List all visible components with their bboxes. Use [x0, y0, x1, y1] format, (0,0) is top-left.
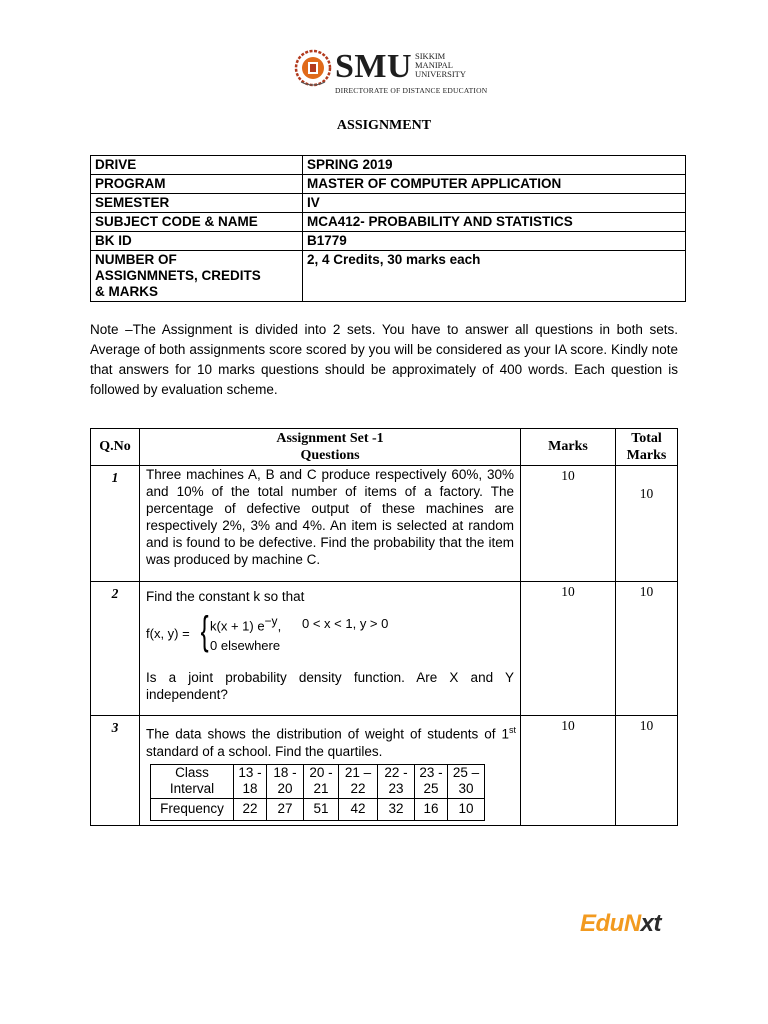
questions-header-row — [91, 429, 678, 466]
question-text — [140, 582, 521, 716]
class-interval-cell: 21 – 22 — [339, 764, 378, 798]
formula-case-2: 0 elsewhere — [210, 638, 281, 653]
question-intro: The data shows the distribution of weight of students of 1st standard of a school. Find the quartiles. — [146, 725, 516, 759]
question-text: Three machines A, B and C produce respectively 60%, 30% and 10% of the total number of items of a factory. The percentage of defective output of these machines are respectively 2%, 3% and 4%. An item is selected at random and is found to be defective. Find the probability that the item was produced by machine C. — [140, 466, 521, 582]
directorate-label: DIRECTORATE OF DISTANCE EDUCATION — [335, 86, 488, 95]
question-marks: 10 — [521, 466, 616, 582]
marks-header: Marks — [521, 429, 616, 466]
questions-table — [90, 428, 678, 826]
frequency-cell: 22 — [234, 798, 267, 820]
frequency-label: Frequency — [151, 798, 234, 820]
frequency-cell: 51 — [304, 798, 339, 820]
question-number: 3 — [91, 716, 140, 826]
class-interval-cell: 18 - 20 — [267, 764, 304, 798]
total-marks-header: Total Marks — [616, 429, 678, 466]
assignment-note: Note –The Assignment is divided into 2 sets. You have to answer all questions in both sets. Average of both assignments score scored by you will be considered as your IA score. Kindly note that answers for 10 marks questions should be approximately of 400 words. Each question is followed by evaluation scheme. — [90, 322, 678, 397]
edunext-logo-edu: Edu — [580, 910, 624, 937]
info-row — [91, 251, 686, 302]
smu-wordmark: SMU — [335, 48, 413, 85]
questions-label: Questions — [300, 448, 360, 463]
page-title: ASSIGNMENT — [336, 118, 432, 133]
class-interval-row — [151, 764, 485, 798]
question-row — [91, 466, 678, 582]
info-row — [91, 175, 686, 194]
question-marks: 10 — [521, 716, 616, 826]
info-key: BK ID — [91, 232, 303, 251]
smu-emblem-icon — [293, 48, 333, 90]
class-interval-cell: 13 - 18 — [234, 764, 267, 798]
class-interval-label: Class Interval — [151, 764, 234, 798]
info-key: NUMBER OF ASSIGNMNETS, CREDITS & MARKS — [91, 251, 303, 302]
question-total-marks: 10 — [616, 582, 678, 716]
edunext-logo-xt: xt — [640, 910, 662, 937]
info-value: IV — [303, 194, 686, 213]
class-interval-cell: 22 - 23 — [378, 764, 415, 798]
university-name: SIKKIM MANIPAL UNIVERSITY — [415, 51, 466, 79]
class-interval-cell: 25 – 30 — [448, 764, 485, 798]
info-value: B1779 — [303, 232, 686, 251]
question-row — [91, 716, 678, 826]
frequency-cell: 10 — [448, 798, 485, 820]
info-value: SPRING 2019 — [303, 156, 686, 175]
edunext-logo-n: N — [623, 910, 641, 937]
formula-condition: 0 < x < 1, y > 0 — [302, 616, 389, 631]
question-number: 2 — [91, 582, 140, 716]
frequency-table — [150, 764, 485, 821]
question-text — [140, 716, 521, 826]
set-header — [140, 429, 521, 466]
info-row — [91, 156, 686, 175]
frequency-row — [151, 798, 485, 820]
set-title: Assignment Set -1 — [276, 431, 384, 446]
frequency-cell: 42 — [339, 798, 378, 820]
class-interval-cell: 20 - 21 — [304, 764, 339, 798]
info-row — [91, 213, 686, 232]
frequency-cell: 27 — [267, 798, 304, 820]
frequency-cell: 32 — [378, 798, 415, 820]
class-interval-cell: 23 - 25 — [415, 764, 448, 798]
question-total-marks: 10 — [616, 466, 678, 582]
info-key: SEMESTER — [91, 194, 303, 213]
info-value: MASTER OF COMPUTER APPLICATION — [303, 175, 686, 194]
info-row — [91, 232, 686, 251]
formula-brace: { — [200, 609, 209, 653]
question-intro: Find the constant k so that — [146, 589, 305, 604]
info-key: PROGRAM — [91, 175, 303, 194]
assignment-info-table — [90, 155, 686, 302]
info-key: DRIVE — [91, 156, 303, 175]
question-number: 1 — [91, 466, 140, 582]
smu-logo — [293, 46, 488, 98]
question-marks: 10 — [521, 582, 616, 716]
formula-case-1: k(x + 1) $e^{-y}$, — [210, 614, 282, 634]
pdf-formula — [146, 611, 514, 659]
info-key: SUBJECT CODE & NAME — [91, 213, 303, 232]
info-row — [91, 194, 686, 213]
edunext-logo — [580, 910, 661, 938]
question-row — [91, 582, 678, 716]
formula-lhs: f(x, y) = — [146, 626, 190, 641]
frequency-cell: 16 — [415, 798, 448, 820]
qno-header: Q.No — [91, 429, 140, 466]
info-value: MCA412- PROBABILITY AND STATISTICS — [303, 213, 686, 232]
question-total-marks: 10 — [616, 716, 678, 826]
question-followup: Is a joint probability density function. Are X and Y independent? — [146, 670, 514, 702]
info-value: 2, 4 Credits, 30 marks each — [303, 251, 686, 302]
